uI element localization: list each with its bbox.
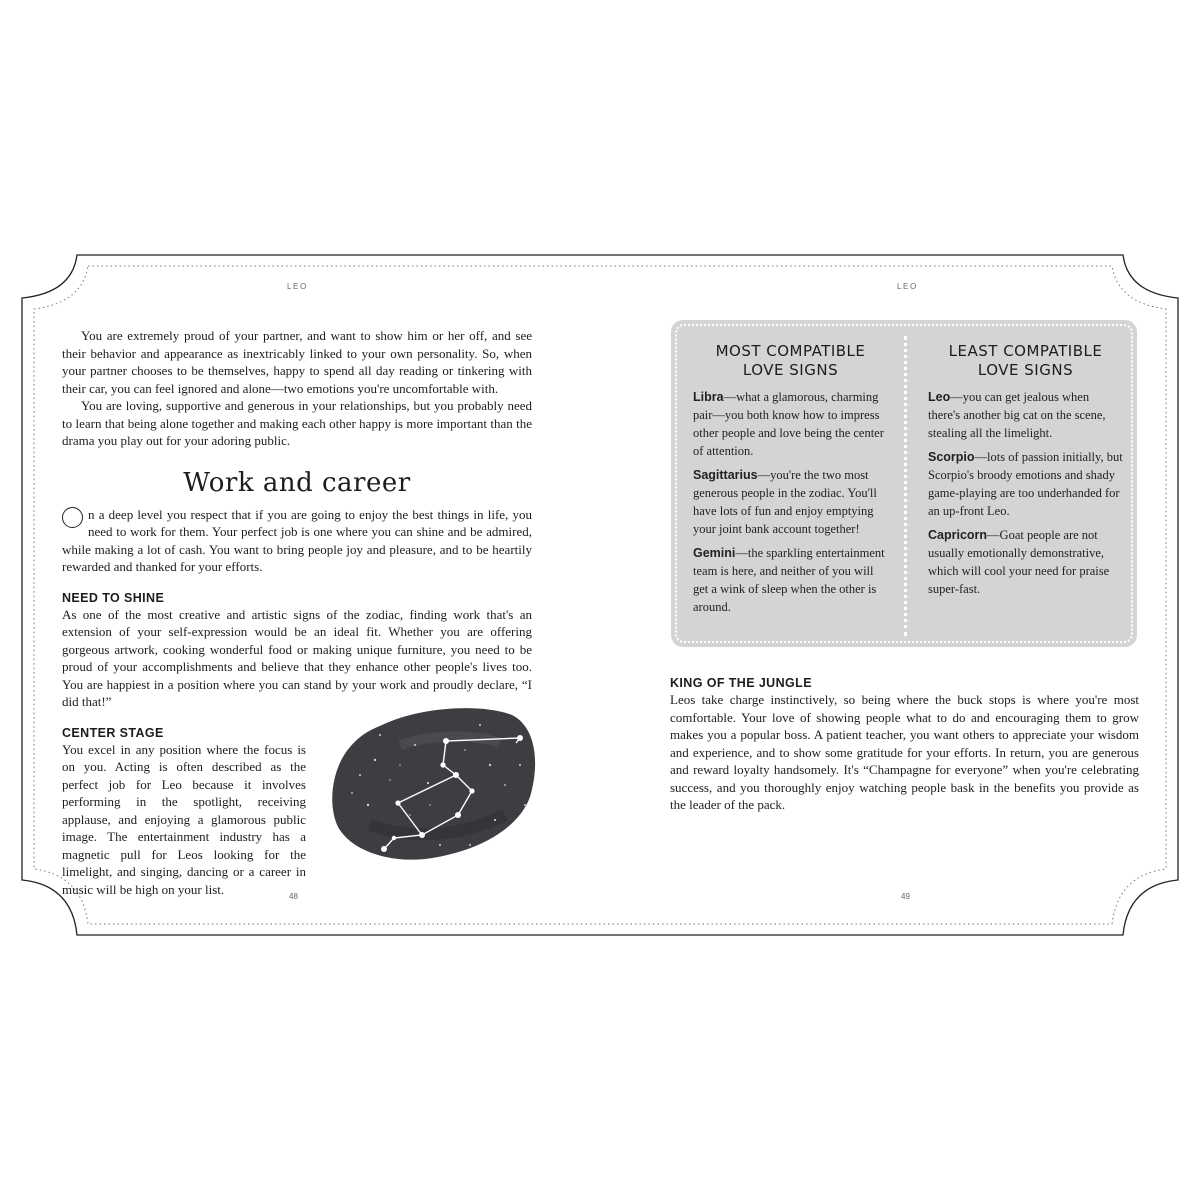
star (455, 812, 461, 818)
subheading-need-to-shine: NEED TO SHINE (62, 590, 165, 605)
right-page-content (670, 676, 1139, 814)
subheading-king-of-the-jungle: KING OF THE JUNGLE (670, 676, 812, 690)
most-compatible-column (693, 342, 888, 622)
work-intro-text: n a deep level you respect that if you are going to enjoy the best things in life, you need to work for them. Your perfect job is one where you can shine and be admired, while making a lot of cash. You want to bring people joy and pleasure, and to be heartily rewarded and thanked for your efforts. (62, 506, 532, 574)
sign-name: Scorpio (928, 450, 975, 464)
sign-text: —lots of passion initially, but Scorpio's broody emotions and shady game-playing are too underhanded for an up-front Leo. (928, 450, 1123, 518)
star (381, 846, 387, 852)
subheading-center-stage: CENTER STAGE (62, 725, 164, 740)
sign-name: Gemini (693, 546, 736, 560)
sign-name: Sagittarius (693, 468, 758, 482)
work-intro-paragraph (62, 506, 532, 576)
sign-text: —the sparkling entertainment team is here, and neither of you will get a wink of sleep when the other is around. (693, 546, 885, 614)
need-to-shine-text: As one of the most creative and artistic signs of the zodiac, finding work that's an extension of your self-expression would be an ideal fit. Whether you are offering gorgeous artwork, cooking wonderful food or making unique furniture, you need to be proud of your accomplishments and believe that they enhance other people's lives too. You are happiest in a position where you can stand by your work and proudly declare, “I did that!” (62, 606, 532, 709)
running-head-left: LEO (287, 282, 308, 291)
compat-entry (693, 466, 888, 538)
running-head-right: LEO (897, 282, 918, 291)
compat-entry (928, 388, 1123, 442)
compat-entry (693, 388, 888, 460)
section-heading-work-and-career: Work and career (183, 467, 411, 498)
most-compatible-title (693, 342, 888, 380)
intro-paragraph-2: You are loving, supportive and generous in your relationships, but you probably need to learn that being alone together and making each other happy is more important than the drama you play out for your adoring public. (62, 398, 532, 448)
star (419, 832, 425, 838)
star (443, 738, 449, 744)
page-number-right: 49 (901, 892, 910, 901)
love-signs-box (671, 320, 1137, 647)
sign-name: Leo (928, 390, 951, 404)
star (392, 836, 396, 840)
star (517, 735, 523, 741)
intro-paragraph-1: You are extremely proud of your partner, and want to show him or her off, and see their behavior and appearance as inextricably linked to your own personality. So, when your partner chooses to be themselves, happy to spend all day reading or tinkering with their car, you can feel ignored and alone—two emotions you're uncomfortable with. (62, 328, 532, 396)
least-compatible-column (928, 342, 1123, 604)
least-compatible-title (928, 342, 1123, 380)
star (440, 762, 445, 767)
compat-entry (693, 544, 888, 616)
star (395, 800, 400, 805)
king-of-the-jungle-text: Leos take charge instinctively, so being where the buck stops is where you're most comfortable. Your love of showing people what to do and encouraging them to grow makes you a popular boss. A patient teacher, you want others to appreciate your wisdom and experience, and to show some gratitude for your efforts. In return, you are generous and reward loyalty handsomely. It's “Champagne for everyone” when you're celebrating success, and you thoroughly enjoy watching people bask in the benefits you provide as the leader of the pack. (670, 692, 1139, 812)
sign-text: —what a glamorous, charming pair—you both know how to impress other people and love being the center of attention. (693, 390, 884, 458)
compat-entry (928, 526, 1123, 598)
page-number-left: 48 (289, 892, 298, 901)
sign-name: Libra (693, 390, 724, 404)
leo-constellation-illustration (330, 705, 540, 865)
title-line: LOVE SIGNS (742, 361, 839, 379)
dropcap-o-icon (62, 507, 83, 528)
sign-text: —you're the two most generous people in the zodiac. You'll have lots of fun and enjoy emptying your joint bank account together! (693, 468, 877, 536)
compat-entry (928, 448, 1123, 520)
sign-text: —you can get jealous when there's another big cat on the scene, stealing all the limelight. (928, 390, 1106, 440)
box-divider (904, 336, 907, 636)
center-stage-text: You excel in any position where the focus is on you. Acting is often described as the perfect job for Leo because it involves performing in the spotlight, receiving applause, and enjoying a glamorous public image. The entertainment industry has a magnetic pull for Leos looking for the limelight, and singing, dancing or a career in music will be high on your list. (62, 741, 306, 897)
star (469, 788, 474, 793)
title-line: LEAST COMPATIBLE (948, 342, 1103, 360)
sign-name: Capricorn (928, 528, 988, 542)
sign-text: —Goat people are not usually emotionally demonstrative, which will cool your need for praise super-fast. (928, 528, 1110, 596)
star (453, 772, 459, 778)
title-line: MOST COMPATIBLE (715, 342, 866, 360)
title-line: LOVE SIGNS (977, 361, 1074, 379)
